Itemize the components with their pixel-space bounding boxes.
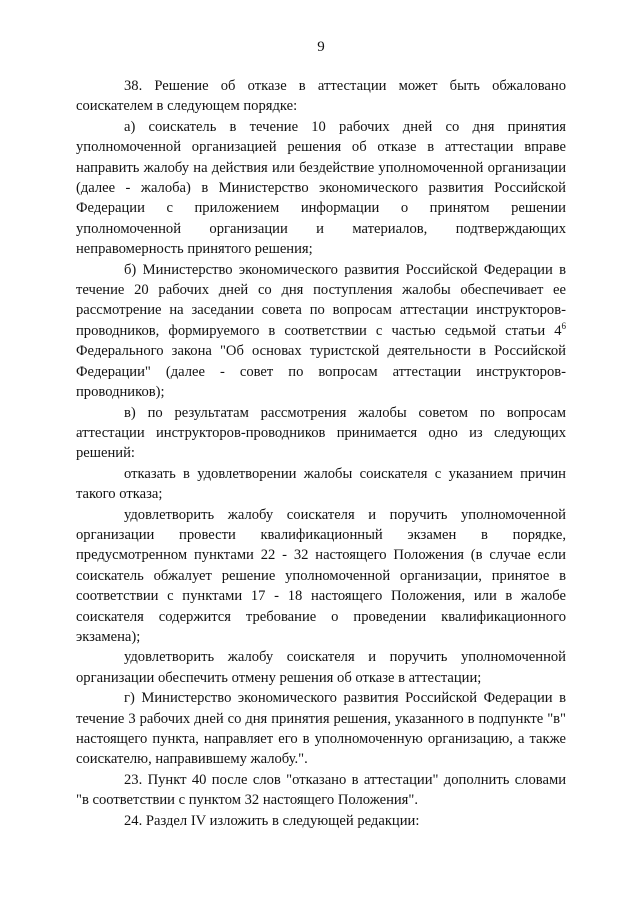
paragraph-23: 23. Пункт 40 после слов "отказано в аттестации" дополнить словами "в соответствии с пунктом 32 настоящего Положения". xyxy=(76,771,566,809)
document-page xyxy=(76,38,566,831)
page-number: 9 xyxy=(317,39,325,55)
decision-option-1: отказать в удовлетворении жалобы соискателя с указанием причин такого отказа; xyxy=(76,465,566,503)
paragraph-38-a: а) соискатель в течение 10 рабочих дней со дня принятия уполномоченной организацией решения об отказе в аттестации вправе направить жалобу на действия или бездействие уполномоченной организации (далее - жалоба) в Министерство экономического развития Российской Федерации с приложением информации о принятом решении уполномоченной организации и материалов, подтверждающих неправомерность принятого решения; xyxy=(76,118,566,258)
paragraph-38-b xyxy=(76,260,566,403)
paragraph-38-g: г) Министерство экономического развития Российской Федерации в течение 3 рабочих дней со дня принятия решения, указанного в подпункте "в" настоящего пункта, направляет его в уполномоченную организацию, а также соискателю, направившему жалобу.". xyxy=(76,690,566,768)
paragraph-38-v: в) по результатам рассмотрения жалобы советом по вопросам аттестации инструкторов-проводников принимается одно из следующих решений: xyxy=(76,404,566,462)
paragraph-38-b-text-continued: Федерального закона "Об основах туристской деятельности в Российской Федерации" (далее - совет по вопросам аттестации инструкторов-проводников); xyxy=(76,343,566,401)
paragraph-38: 38. Решение об отказе в аттестации может быть обжаловано соискателем в следующем порядке: xyxy=(76,78,566,115)
decision-option-2: удовлетворить жалобу соискателя и поручить уполномоченной организации провести квалификационный экзамен в порядке, предусмотренном пунктами 22 - 32 настоящего Положения (в случае если соискатель обжалует решение уполномоченной организации, принятое в соответствии с пунктами 17 - 18 настоящего Положения, или в жалобе соискателя содержится требование о проведении квалификационного экзамена); xyxy=(76,506,566,645)
paragraph-38-b-text: б) Министерство экономического развития Российской Федерации в течение 20 рабочих дней со дня поступления жалобы обеспечивает ее рассмотрение на заседании совета по вопросам аттестации инструкторов-проводников, формируемого в соответствии с частью седьмой статьи 4 xyxy=(76,261,566,339)
decision-option-3: удовлетворить жалобу соискателя и поручить уполномоченной организации обеспечить отмену решения об отказе в аттестации; xyxy=(76,649,566,686)
article-superscript: 6 xyxy=(561,321,566,332)
paragraph-24: 24. Раздел IV изложить в следующей редакции: xyxy=(124,812,420,829)
